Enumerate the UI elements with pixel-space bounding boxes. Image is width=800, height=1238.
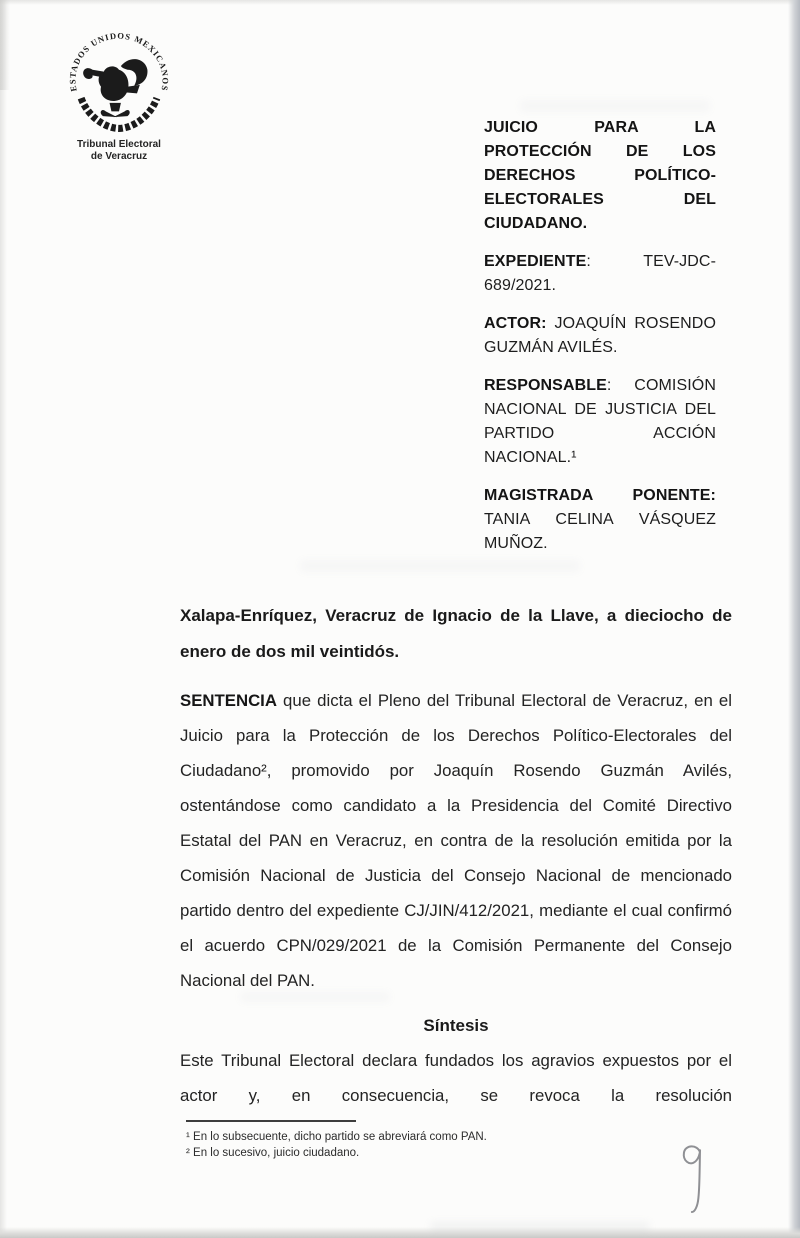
laurel-wreath [81, 98, 157, 128]
sintesis-paragraph: Este Tribunal Electoral declara fundados los agravios expuestos por el actor y, en consecuencia, se revoca la resolución [180, 1051, 732, 1105]
sintesis-heading: Síntesis [423, 1016, 489, 1035]
expediente-line: EXPEDIENTE: TEV-JDC-689/2021. [484, 253, 716, 294]
magistrada-line: MAGISTRADA PONENTE: TANIA CELINA VÁSQUEZ MUÑOZ. [484, 487, 716, 552]
judgment-body [180, 598, 732, 1113]
scan-edge-corner [0, 0, 10, 90]
handwritten-page-number [671, 1139, 716, 1220]
scan-edge-top [0, 0, 800, 5]
case-type: JUICIO PARA LA PROTECCIÓN DE LOS DERECHOS POLÍTICO-ELECTORALES DEL CIUDADANO. [484, 119, 716, 232]
dateline: Xalapa-Enríquez, Veracruz de Ignacio de la Llave, a dieciocho de enero de dos mil veintidós. [180, 606, 732, 661]
institution-line1: Tribunal Electoral [77, 139, 161, 150]
institution-name [56, 139, 182, 162]
seal-ring-text: ESTADOS UNIDOS MEXICANOS [67, 30, 171, 93]
footnotes-block [186, 1120, 746, 1161]
footnote-separator [186, 1120, 356, 1122]
scan-edge-left [0, 0, 7, 1238]
scan-edge-bottom [0, 1227, 800, 1238]
ink-bleed-smudge [430, 1222, 650, 1231]
mexico-coat-of-arms-icon [60, 30, 178, 136]
case-caption-block [484, 116, 716, 570]
actor-line: ACTOR: JOAQUÍN ROSENDO GUZMÁN AVILÉS. [484, 315, 716, 356]
ink-bleed-smudge [520, 100, 710, 112]
scan-edge-right [788, 0, 800, 1238]
footnote-2: ² En lo sucesivo, juicio ciudadano. [186, 1147, 360, 1159]
responsable-line: RESPONSABLE: COMISIÓN NACIONAL DE JUSTICIA DEL PARTIDO ACCIÓN NACIONAL.¹ [484, 377, 716, 466]
eagle-emblem [83, 59, 147, 117]
institution-line2: de Veracruz [90, 150, 148, 162]
sentencia-paragraph: SENTENCIA que dicta el Pleno del Tribunal Electoral de Veracruz, en el Juicio para la Protección de los Derechos Político-Electorales del Ciudadano², promovido por Joaquín Rosendo Guzmán Avilés, ostentándose como candidato a la Presidencia del Comité Directivo Estatal del PAN en Veracruz, en contra de la resolución emitida por la Comisión Nacional de Justicia del Consejo Nacional de mencionado partido dentro del expediente CJ/JIN/412/2021, mediante el cual confirmó el acuerdo CPN/029/2021 de la Comisión Permanente del Consejo Nacional del PAN. [180, 691, 732, 990]
footnote-1: ¹ En lo subsecuente, dicho partido se abreviará como PAN. [186, 1131, 487, 1143]
letterhead [56, 30, 182, 162]
